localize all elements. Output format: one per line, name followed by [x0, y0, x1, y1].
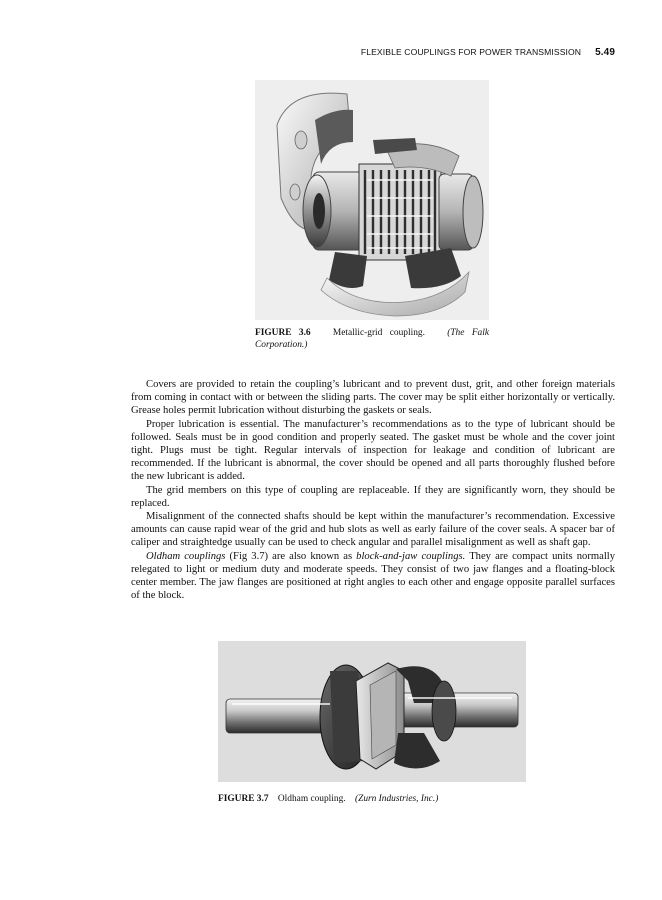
oldham-part-2: They are compact units normally relegated to light or medium duty and moderate speeds. They consist of two jaw flanges and a floating-block center member. The jaw flanges are positioned at right angles to each other and engage opposite parallel surfaces of the block.	[131, 550, 616, 602]
figure-3-7-caption	[218, 793, 538, 805]
oldham-term: Oldham couplings	[146, 550, 226, 562]
figure-3-6-caption	[255, 327, 489, 351]
paragraph-grid-members: The grid members on this type of coupling are replaceable. If they are significantly worn, they should be replaced.	[131, 484, 615, 509]
oldham-part-1: (Fig 3.7) are also known as	[225, 550, 357, 562]
figure-3-6-caption-text: Metallic-grid coupling.	[332, 328, 425, 338]
figure-3-6-image	[255, 80, 489, 320]
paragraph-lubrication: Proper lubrication is essential. The manufacturer’s recommendations as to the type of lubricant should be followed. Seals must be in good condition and properly seated. The gasket must be whole and the cover joint tight. Plugs must be tight. Regular intervals of inspection for leakage and condition of lubricant are recommended. If the lubricant is abnormal, the cover should be opened and all parts thoroughly flushed before the new lubricant is added.	[131, 418, 615, 483]
figure-3-7-image	[218, 641, 526, 782]
metallic-grid-coupling-illustration	[255, 80, 489, 320]
paragraph-misalignment: Misalignment of the connected shafts should be kept within the manufacturer’s recommendation. Excessive amounts can cause rapid wear of the grid and hub slots as well as early failure of the cover seals. A spacer bar of caliper and straightedge usually can be used to check angular and parallel misalignment as well as shaft gap.	[131, 511, 615, 549]
oldham-coupling-illustration	[218, 641, 526, 782]
figure-3-7-source: (Zurn Industries, Inc.)	[354, 794, 439, 804]
figure-3-6-source: (The Falk Corporation.)	[255, 328, 490, 351]
figure-3-7-label: FIGURE 3.7	[218, 794, 269, 804]
running-title: FLEXIBLE COUPLINGS FOR POWER TRANSMISSION	[360, 47, 582, 57]
page-number: 5.49	[595, 47, 615, 58]
running-header	[300, 47, 615, 58]
body-text	[131, 378, 615, 602]
paragraph-covers: Covers are provided to retain the coupling’s lubricant and to prevent dust, grit, and other foreign materials from coming in contact with or between the sliding parts. The cover may be split either horizontally or vertically. Grease holes permit lubrication without disturbing the gaskets or seals.	[131, 379, 615, 417]
oldham-alt-term: block-and-jaw couplings.	[356, 550, 466, 562]
paragraph-oldham	[131, 550, 615, 603]
figure-3-6-label: FIGURE 3.6	[255, 328, 311, 338]
figure-3-7-caption-text: Oldham coupling.	[277, 794, 346, 804]
